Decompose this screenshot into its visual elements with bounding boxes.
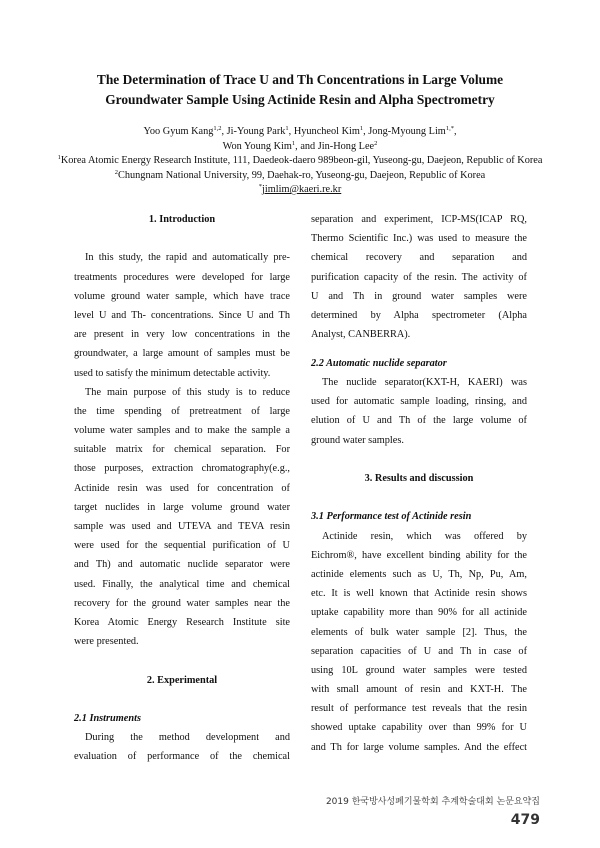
author-sup: 1,2: [213, 125, 222, 132]
subsection-heading-nuclide-separator: 2.2 Automatic nuclide separator: [311, 357, 447, 369]
instruments-paragraph: During the method development and evaluation of performance of the chemical: [74, 732, 290, 763]
corresponding-email: *jimlim@kaeri.re.kr: [258, 183, 342, 195]
section-heading-results: 3. Results and discussion: [364, 473, 474, 485]
author-sup: 2: [374, 139, 378, 147]
author-sup: 1,*: [445, 125, 454, 132]
email-link[interactable]: jimlim@kaeri.re.kr: [262, 184, 342, 195]
subsection-heading-performance-test: 3.1 Performance test of Actinide resin: [311, 511, 472, 523]
section-heading-introduction: 1. Introduction: [148, 214, 216, 225]
affiliation-1: $^1$Korea Atomic Energy Research Institute, 111, Daedeok-daero 989beon-gil, Yuseong-gu, Daejeon, Republic of Korea: [57, 154, 543, 166]
paper-title: [40, 70, 560, 110]
title-line-1: The Determination of Trace U and Th Concentrations in Large Volume: [96, 72, 504, 87]
section-heading-experimental: 2. Experimental: [146, 674, 218, 686]
author-sup: 1: [359, 125, 364, 132]
right-column: [311, 210, 527, 757]
author-block: [40, 125, 560, 198]
page-footer: [300, 790, 540, 828]
author-sup: 1: [291, 139, 296, 147]
author-line-2: Won Young Kim$^1$, and Jin-Hong Lee$^2$: [222, 139, 378, 152]
performance-paragraph: Actinide resin, which was offered by Eichrom®, have excellent binding ability for the actinide elements such as U, Th, Np, Pu, Am, etc. It is well known that Actinide resin shows uptake capability more than 90% for all actinide elements of bulk water sample [2]. Thus, the separation capacities of U and Th in case of using 10L ground water samples were tested with small amount of resin and KXT-H. The result of performance test reveals that the resin showed uptake capability over than 99% for U and Th for large volume samples. And the effect: [311, 530, 527, 753]
author-name: Won Young Kim: [222, 140, 292, 152]
separator-paragraph: The nuclide separator(KXT-H, KAERI) was used for automatic sample loading, rinsing, and elution of U and Th of the large volume of ground water samples.: [311, 377, 527, 446]
page-number: 479: [510, 811, 540, 828]
author-line-1: Yoo Gyum Kang$^{1,2}$, Ji-Young Park$^1$, Hyuncheol Kim$^1$, Jong-Myoung Lim$^{1,*}$,: [143, 125, 457, 137]
author-name: Yoo Gyum Kang: [143, 126, 214, 137]
title-line-2: Groundwater Sample Using Actinide Resin and Alpha Spectrometry: [105, 92, 495, 107]
intro-paragraph-2: The main purpose of this study is to reduce the time spending of pretreatment of large volume water samples and to make the sample a suitable matrix for chemical separation. For those purposes, extraction chromatography(e.g., Actinide resin was used for concentration of target nuclides in large volume ground water sample was used and UTEVA and TEVA resin were used for the sequential purification of U and Th) and automatic nuclide separator were used. Finally, the analytical time and chemical recovery for the ground water samples near the Korea Atomic Energy Research Institute site were presented.: [74, 386, 290, 648]
conference-name: 2019 한국방사성폐기물학회 추계학술대회 논문요약집: [325, 797, 540, 807]
affiliation-2: $^2$Chungnam National University, 99, Daehak-ro, Yuseong-gu, Daejeon, Republic of Korea: [114, 168, 486, 181]
intro-paragraph-1: In this study, the rapid and automatically pre- treatments procedures were developed for large volume ground water sample, which have trace level U and Th- concentrations. Since U and Th are present in very low concentrations in the groundwater, a large amount of samples must be used to satisfy the minimum detectable activity.: [74, 252, 290, 379]
left-column: [74, 210, 290, 766]
author-name: Hyuncheol Kim: [293, 126, 360, 137]
author-name: Jong-Myoung Lim: [368, 126, 446, 137]
subsection-heading-instruments: 2.1 Instruments: [74, 712, 141, 724]
author-name: Jin-Hong Lee: [317, 140, 375, 152]
author-name: Ji-Young Park: [226, 126, 286, 137]
instruments-paragraph-continued: separation and experiment, ICP-MS(ICAP RQ, Thermo Scientific Inc.) was used to measure the chemical recovery and separation and purification capacity of the resin. The activity of U and Th in ground water samples were determined by Alpha spectrometer (Alpha Analyst, CANBERRA).: [311, 214, 527, 341]
author-sup: 1: [285, 125, 289, 132]
